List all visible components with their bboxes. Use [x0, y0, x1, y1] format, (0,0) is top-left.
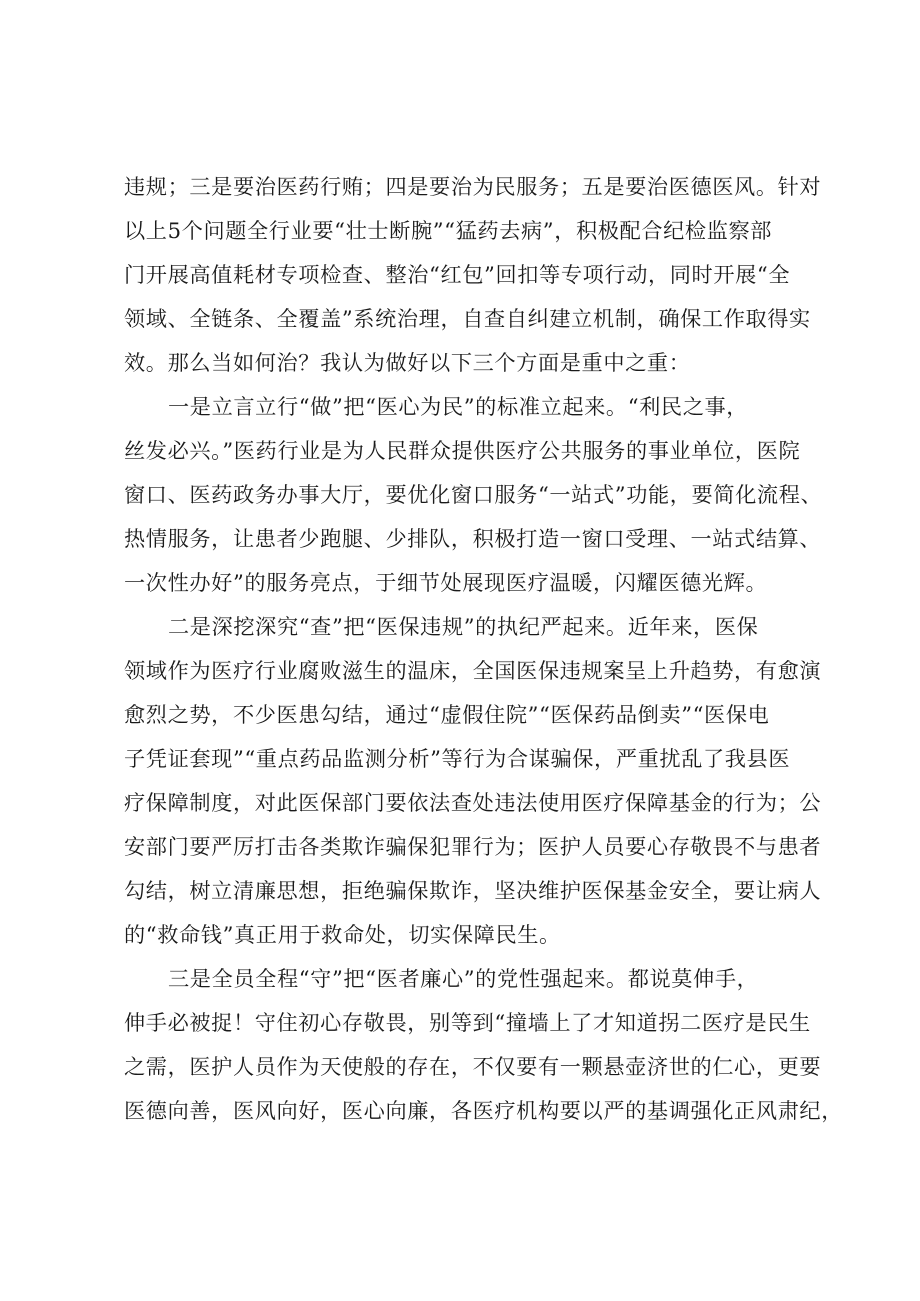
- text-line: 一次性办好”的服务亮点，于细节处展现医疗温暖，闪耀医德光辉。: [124, 570, 768, 595]
- text-line: 窗口、医药政务办事大厅，要优化窗口服务“一站式”功能，要简化流程、: [124, 482, 823, 507]
- text-line: 领域、全链条、全覆盖”系统治理，自查自纠建立机制，确保工作取得实: [124, 306, 811, 331]
- text-line: 的“救命钱”真正用于救命处，切实保障民生。: [124, 922, 561, 947]
- text-line: 门开展高值耗材专项检查、整治“红包”回扣等专项行动，同时开展“全: [124, 262, 791, 287]
- text-line: 热情服务，让患者少跑腿、少排队，积极打造一窗口受理、一站式结算、: [124, 526, 822, 551]
- text-line: 领域作为医疗行业腐败滋生的温床，全国医保违规案呈上升趋势，有愈演: [124, 658, 822, 683]
- text-line: 子凭证套现”“重点药品监测分析”等行为合谋骗保，严重扰乱了我县医: [124, 746, 791, 771]
- paragraph-3-first-line: 三是全员全程“守”把“医者廉心”的党性强起来。都说莫伸手，: [168, 966, 759, 991]
- paragraph-1-first-line: 一是立言立行“做”把“医心为民”的标准立起来。“利民之事，: [168, 394, 749, 419]
- text-line: 之需，医护人员作为天使般的存在，不仅要有一颗悬壶济世的仁心，更要: [124, 1054, 822, 1079]
- text-line: 违规；三是要治医药行贿；四是要治为民服务；五是要治医德医风。针对: [124, 174, 822, 199]
- text-line: 丝发必兴。”医药行业是为人民群众提供医疗公共服务的事业单位，医院: [124, 438, 801, 463]
- text-line: 愈烈之势，不少医患勾结，通过“虚假住院”“医保药品倒卖”“医保电: [124, 702, 770, 727]
- text-line: 以上5个问题全行业要“壮士断腕”“猛药去病”，积极配合纪检监察部: [124, 218, 773, 243]
- text-line: 疗保障制度，对此医保部门要依法查处违法使用医疗保障基金的行为；公: [124, 790, 822, 815]
- text-line: 效。那么当如何治？我认为做好以下三个方面是重中之重：: [124, 350, 691, 375]
- text-line: 医德向善，医风向好，医心向廉，各医疗机构要以严的基调强化正风肃纪，: [124, 1098, 843, 1123]
- text-line: 伸手必被捉！守住初心存敬畏，别等到“撞墙上了才知道拐二医疗是民生: [124, 1010, 811, 1035]
- paragraph-2-first-line: 二是深挖深究“查”把“医保违规”的执纪严起来。近年来，医保: [168, 614, 759, 639]
- text-line: 安部门要严厉打击各类欺诈骗保犯罪行为；医护人员要心存敬畏不与患者: [124, 834, 822, 859]
- text-line: 勾结，树立清廉思想，拒绝骗保欺诈，坚决维护医保基金安全，要让病人: [124, 878, 822, 903]
